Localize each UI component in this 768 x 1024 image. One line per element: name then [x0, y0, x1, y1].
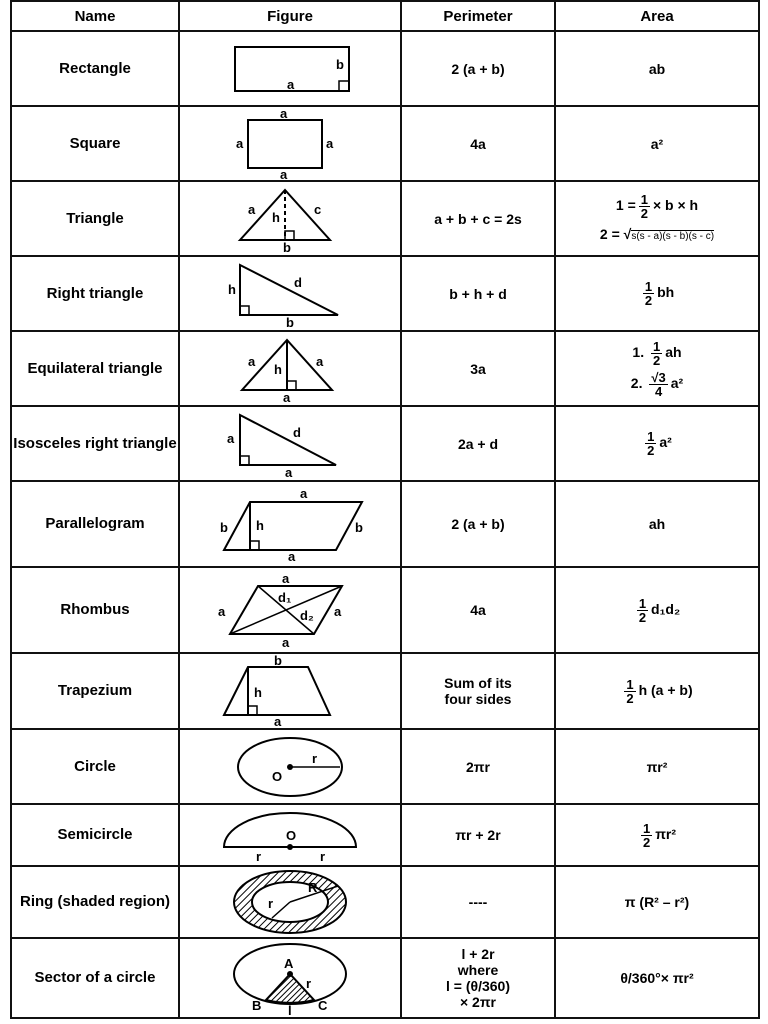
perimeter-formula: ---- [401, 866, 555, 938]
area-formula: πr² [555, 729, 759, 804]
perimeter-formula: 2 (a + b) [401, 31, 555, 106]
rhombus-figure [179, 567, 401, 653]
label-h: h [256, 518, 264, 533]
label-b: b [274, 655, 282, 668]
fraction-denominator: 2 [638, 609, 647, 625]
area-formula [555, 653, 759, 729]
label-a: a [280, 107, 288, 121]
label-a: a [316, 353, 324, 369]
equilateral-triangle-figure [179, 331, 401, 406]
table-row [11, 406, 759, 481]
perimeter-formula [401, 938, 555, 1018]
label-a: a [227, 430, 235, 446]
table-row [11, 567, 759, 653]
shape-name: Parallelogram [11, 481, 179, 567]
table-row [11, 31, 759, 106]
perimeter-formula: b + h + d [401, 256, 555, 331]
table-row [11, 331, 759, 406]
shape-name: Ring (shaded region) [11, 866, 179, 938]
ring-figure [179, 866, 401, 938]
trapezium-figure [179, 653, 401, 729]
table-row [11, 653, 759, 729]
label-a: a [248, 201, 256, 217]
header-figure: Figure [179, 1, 401, 31]
shape-name: Isosceles right triangle [11, 406, 179, 481]
label-h: h [274, 361, 282, 377]
fraction-denominator: 2 [626, 690, 634, 706]
label-b: b [336, 56, 344, 72]
shape-name: Semicircle [11, 804, 179, 866]
label-h: h [254, 685, 262, 700]
label-a: a [280, 166, 288, 180]
label-a: a [334, 604, 342, 619]
fraction-denominator: 2 [640, 205, 648, 221]
label-d: d [293, 424, 301, 440]
area-rest: a² [670, 374, 684, 391]
triangle-figure [179, 181, 401, 256]
perimeter-line: Sum of its [444, 675, 512, 691]
label-C: C [318, 998, 328, 1013]
label-a: a [274, 714, 282, 727]
label-a: a [326, 135, 334, 151]
fraction-numerator: √3 [651, 369, 666, 385]
circle-figure [179, 729, 401, 804]
list-number: 2. [630, 374, 643, 391]
area-formula-lhs: 1 = [615, 196, 636, 213]
area-rest: a² [659, 434, 672, 451]
area-formula [555, 804, 759, 866]
right-triangle-figure [179, 256, 401, 331]
table-row [11, 938, 759, 1018]
fraction [641, 822, 652, 849]
table-row [11, 804, 759, 866]
fraction-numerator: 1 [644, 279, 653, 294]
table-row [11, 481, 759, 567]
shape-name: Square [11, 106, 179, 181]
shape-name: Rectangle [11, 31, 179, 106]
perimeter-line: four sides [444, 691, 512, 707]
perimeter-formula: 3a [401, 331, 555, 406]
area-rest: bh [657, 284, 675, 301]
label-a: a [287, 76, 295, 92]
perimeter-formula: a + b + c = 2s [401, 181, 555, 256]
fraction [651, 340, 662, 367]
perimeter-formula [401, 653, 555, 729]
perimeter-line: × 2πr [459, 994, 497, 1010]
header-perimeter: Perimeter [401, 1, 555, 31]
label-d2: d₂ [300, 608, 314, 623]
label-r: r [320, 849, 326, 863]
label-a: a [283, 389, 291, 404]
area-formula: π (R² – r²) [555, 866, 759, 938]
sector-figure [179, 938, 401, 1018]
fraction-numerator: 1 [647, 429, 655, 444]
label-a: a [282, 635, 290, 648]
label-b: b [283, 239, 291, 254]
label-b: b [355, 520, 363, 535]
perimeter-formula: 4a [401, 567, 555, 653]
table-row [11, 729, 759, 804]
semicircle-figure [179, 804, 401, 866]
perimeter-formula: πr + 2r [401, 804, 555, 866]
area-formula-rhs: × b × h [652, 196, 699, 213]
fraction-numerator: 1 [642, 820, 651, 836]
fraction-numerator: 1 [640, 191, 648, 207]
label-l: l [288, 1003, 292, 1016]
fraction [639, 193, 650, 220]
shape-name: Right triangle [11, 256, 179, 331]
label-o: O [286, 828, 297, 843]
label-h: h [228, 281, 236, 297]
perimeter-formula: 2 (a + b) [401, 481, 555, 567]
fraction-numerator: 1 [653, 338, 661, 354]
table-row [11, 106, 759, 181]
label-r: r [256, 849, 262, 863]
perimeter-formula: 2πr [401, 729, 555, 804]
table-row [11, 181, 759, 256]
label-d: d [294, 274, 302, 290]
label-a: a [288, 549, 296, 562]
heron-lhs: 2 = [599, 225, 620, 242]
rectangle-figure [179, 31, 401, 106]
fraction-denominator: 4 [654, 383, 663, 399]
parallelogram-figure [179, 481, 401, 567]
shape-name: Triangle [11, 181, 179, 256]
label-b: b [286, 314, 294, 329]
label-A: A [284, 956, 294, 971]
fraction-denominator: 2 [644, 293, 653, 308]
perimeter-line: l = (θ/360) [446, 978, 510, 994]
shape-name: Rhombus [11, 567, 179, 653]
area-formula [555, 256, 759, 331]
area-formula [555, 406, 759, 481]
square-figure [179, 106, 401, 181]
area-rest: πr² [655, 825, 677, 842]
area-rest: d₁d₂ [651, 600, 681, 617]
area-formula: a² [555, 106, 759, 181]
area-rest: h (a + b) [638, 681, 693, 698]
header-name: Name [11, 1, 179, 31]
area-formula [555, 181, 759, 256]
shape-name: Sector of a circle [11, 938, 179, 1018]
area-formula: θ/360°× πr² [555, 938, 759, 1018]
label-a: a [300, 486, 308, 501]
header-area: Area [555, 1, 759, 31]
area-formula [555, 567, 759, 653]
fraction [649, 371, 667, 398]
table-row [11, 866, 759, 938]
fraction [643, 280, 654, 307]
fraction [624, 678, 635, 705]
perimeter-line: where [457, 962, 499, 978]
label-h: h [272, 209, 280, 225]
fraction-denominator: 2 [647, 443, 655, 458]
label-a: a [285, 464, 293, 479]
header-row [11, 1, 759, 31]
area-formula: ah [555, 481, 759, 567]
perimeter-formula: 4a [401, 106, 555, 181]
perimeter-formula: 2a + d [401, 406, 555, 481]
isosceles-right-triangle-figure [179, 406, 401, 481]
label-R: R [308, 880, 318, 895]
shape-name: Trapezium [11, 653, 179, 729]
fraction-denominator: 2 [642, 834, 651, 850]
label-d1: d₁ [278, 590, 292, 605]
fraction-denominator: 2 [653, 352, 661, 368]
fraction [645, 430, 656, 457]
area-rest: ah [665, 343, 682, 360]
label-a: a [248, 353, 256, 369]
label-a: a [218, 604, 226, 619]
area-formula: ab [555, 31, 759, 106]
mensuration-table [10, 0, 760, 1019]
fraction-numerator: 1 [626, 676, 634, 692]
label-a: a [236, 135, 244, 151]
label-a: a [282, 572, 290, 586]
label-B: B [252, 998, 262, 1013]
fraction [637, 597, 648, 624]
area-formula [555, 331, 759, 406]
shape-name: Equilateral triangle [11, 331, 179, 406]
heron-root: s(s - a)(s - b)(s - c) [631, 230, 715, 242]
shape-name: Circle [11, 729, 179, 804]
label-c: c [314, 201, 322, 217]
formula-sheet [10, 0, 758, 1018]
label-o: O [272, 768, 283, 784]
table-row [11, 256, 759, 331]
label-r: r [268, 896, 274, 911]
perimeter-line: l + 2r [461, 946, 495, 962]
label-r: r [306, 976, 312, 991]
fraction-numerator: 1 [638, 595, 647, 611]
label-b: b [220, 520, 228, 535]
root-sign-icon: √ [623, 225, 632, 242]
list-number: 1. [632, 343, 645, 360]
label-r: r [312, 750, 318, 766]
